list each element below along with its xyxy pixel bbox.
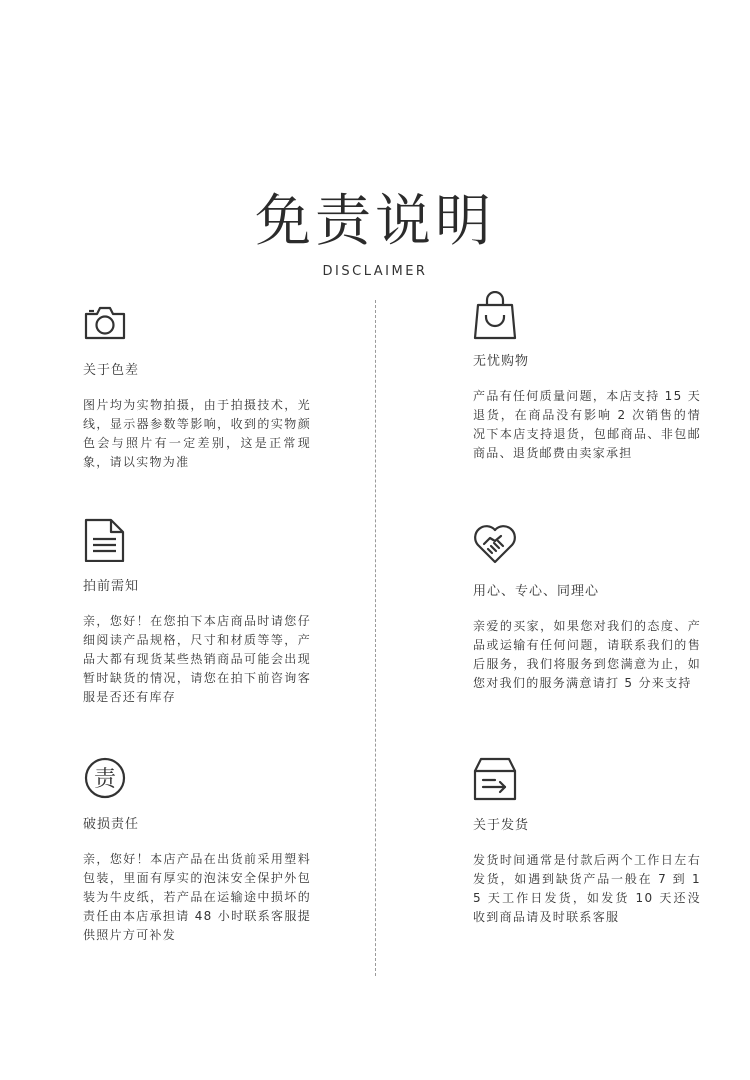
section-body: 发货时间通常是付款后两个工作日左右发货，如遇到缺货产品一般在 7 到 15 天工作日发货，如发货 10 天还没收到商品请及时联系客服 xyxy=(473,853,701,924)
section-body: 图片均为实物拍摄，由于拍摄技术，光线，显示器参数等影响，收到的实物颜色会与照片有一定差别，这是正常现象，请以实物为准 xyxy=(83,398,311,469)
page-title: 免责说明 xyxy=(255,189,495,254)
section-color-difference xyxy=(83,302,311,472)
delivery-box-icon xyxy=(473,757,517,801)
section-title: 用心、专心、同理心 xyxy=(473,584,600,599)
handshake-heart-icon xyxy=(473,522,517,564)
section-body: 亲，您好！本店产品在出货前采用塑料包装，里面有厚实的泡沫安全保护外包装为牛皮纸，若产品在运输途中损坏的责任由本店承担请 48 小时联系客服提供照片方可补发 xyxy=(83,852,311,942)
section-before-purchase xyxy=(83,518,311,707)
section-body: 亲，您好！在您拍下本店商品时请您仔细阅读产品规格，尺寸和材质等等，产品大都有现货某些热销商品可能会出现暂时缺货的情况，请您在拍下前咨询客服是否还有库存 xyxy=(83,614,311,704)
section-title: 拍前需知 xyxy=(83,579,140,594)
section-delivery xyxy=(473,757,701,927)
shopping-bag-icon xyxy=(473,291,517,346)
section-damage-responsibility xyxy=(83,756,311,945)
section-service xyxy=(473,522,701,693)
camera-icon xyxy=(83,302,127,346)
page-subtitle: DISCLAIMER xyxy=(322,264,428,279)
center-divider xyxy=(375,300,376,976)
document-icon xyxy=(83,518,127,562)
section-worry-free-shopping xyxy=(473,291,701,463)
section-body: 亲爱的买家，如果您对我们的态度、产品或运输有任何问题，请联系我们的售后服务，我们将服务到您满意为止，如您对我们的服务满意请打 5 分来支持 xyxy=(473,619,701,690)
responsibility-icon xyxy=(83,756,127,800)
section-title: 破损责任 xyxy=(83,817,140,832)
section-title: 关于色差 xyxy=(83,363,140,378)
section-title: 关于发货 xyxy=(473,818,530,833)
section-title: 无忧购物 xyxy=(473,354,530,369)
section-body: 产品有任何质量问题，本店支持 15 天退货，在商品没有影响 2 次销售的情况下本店支持退货，包邮商品、非包邮商品、退货邮费由卖家承担 xyxy=(473,389,701,460)
responsibility-icon-char: 责 xyxy=(93,767,117,792)
